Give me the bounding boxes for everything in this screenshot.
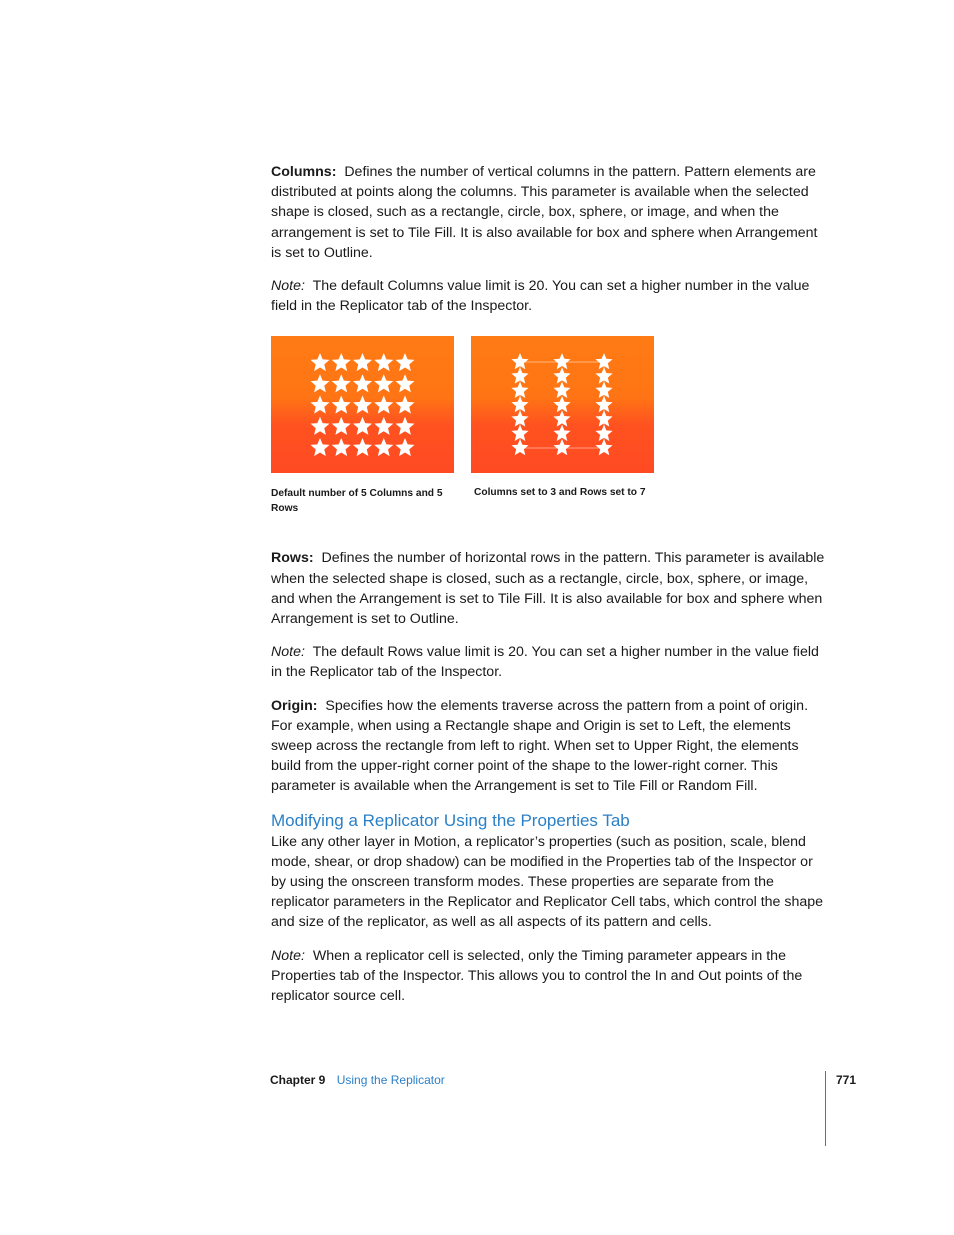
page-number: 771 — [836, 1073, 857, 1087]
footer-chapter — [270, 1072, 445, 1088]
footer-divider — [825, 1071, 826, 1146]
columns-note — [271, 276, 826, 316]
columns-paragraph — [271, 162, 826, 263]
section-paragraph: Like any other layer in Motion, a replicator’s properties (such as position, scale, blend mode, shear, or drop shadow) can be modified in the Properties tab of the Inspector or by using the onscreen transform modes. These properties are separate from the replicator parameters in the Replicator and Replicator Cell tabs, which control the shape and size of the replicator, as well as all aspects of its pattern and cells. — [271, 833, 824, 931]
rows-paragraph — [271, 548, 826, 629]
figure-3x7-stars — [471, 336, 654, 473]
figures — [271, 336, 826, 534]
rows-note-term: Note: — [271, 644, 305, 661]
rows-text: Defines the number of horizontal rows in the pattern. This parameter is available when the selected shape is closed, such as a rectangle, circle, box, sphere, or image, and when the Arrangement is set to Tile Fill. It is also available for box and sphere when Arrangement is set to Outline. — [271, 550, 825, 628]
page-content — [271, 162, 826, 1019]
figure-3x7-caption: Columns set to 3 and Rows set to 7 — [474, 487, 646, 499]
origin-paragraph — [271, 696, 826, 797]
section-note-text: When a replicator cell is selected, only the Timing parameter appears in the Properties tab of the Inspector. This allows you to control the In and Out points of the replicator source cell. — [271, 947, 803, 1005]
columns-term: Columns: — [271, 164, 337, 180]
chapter-title-link[interactable]: Using the Replicator — [336, 1073, 445, 1087]
origin-text: Specifies how the elements traverse across the pattern from a point of origin. For example, when using a Rectangle shape and Origin is set to Left, the elements sweep across the rectangle from left to right. When set to Upper Right, the elements build from the upper-right corner point of the shape to the lower-right corner. This parameter is available when the Arrangement is set to Tile Fill or Random Fill. — [271, 697, 809, 795]
columns-note-term: Note: — [271, 278, 305, 295]
figure-5x5-caption: Default number of 5 Columns and 5 Rows — [271, 488, 443, 515]
section-note — [271, 946, 826, 1007]
columns-note-text: The default Columns value limit is 20. You can set a higher number in the value field in the Replicator tab of the Inspector. — [271, 278, 810, 315]
section-note-term: Note: — [271, 947, 305, 964]
rows-term: Rows: — [271, 550, 314, 567]
columns-text: Defines the number of vertical columns in the pattern. Pattern elements are distributed at points along the columns. This parameter is available when the selected shape is closed, such as a rectangle, circle, box, sphere, or image, and when the arrangement is set to Tile Fill. It is also available for box and sphere when Arrangement is set to Outline. — [271, 164, 818, 261]
figure-5x5-stars — [271, 336, 454, 473]
origin-term: Origin: — [271, 697, 318, 714]
figure-3x7-image — [471, 336, 654, 473]
rows-note — [271, 642, 826, 682]
rows-note-text: The default Rows value limit is 20. You can set a higher number in the value field in the Replicator tab of the Inspector. — [271, 644, 819, 681]
figure-5x5-image — [271, 336, 454, 473]
section-heading: Modifying a Replicator Using the Properties Tab — [271, 810, 630, 830]
chapter-label: Chapter 9 — [270, 1073, 326, 1087]
